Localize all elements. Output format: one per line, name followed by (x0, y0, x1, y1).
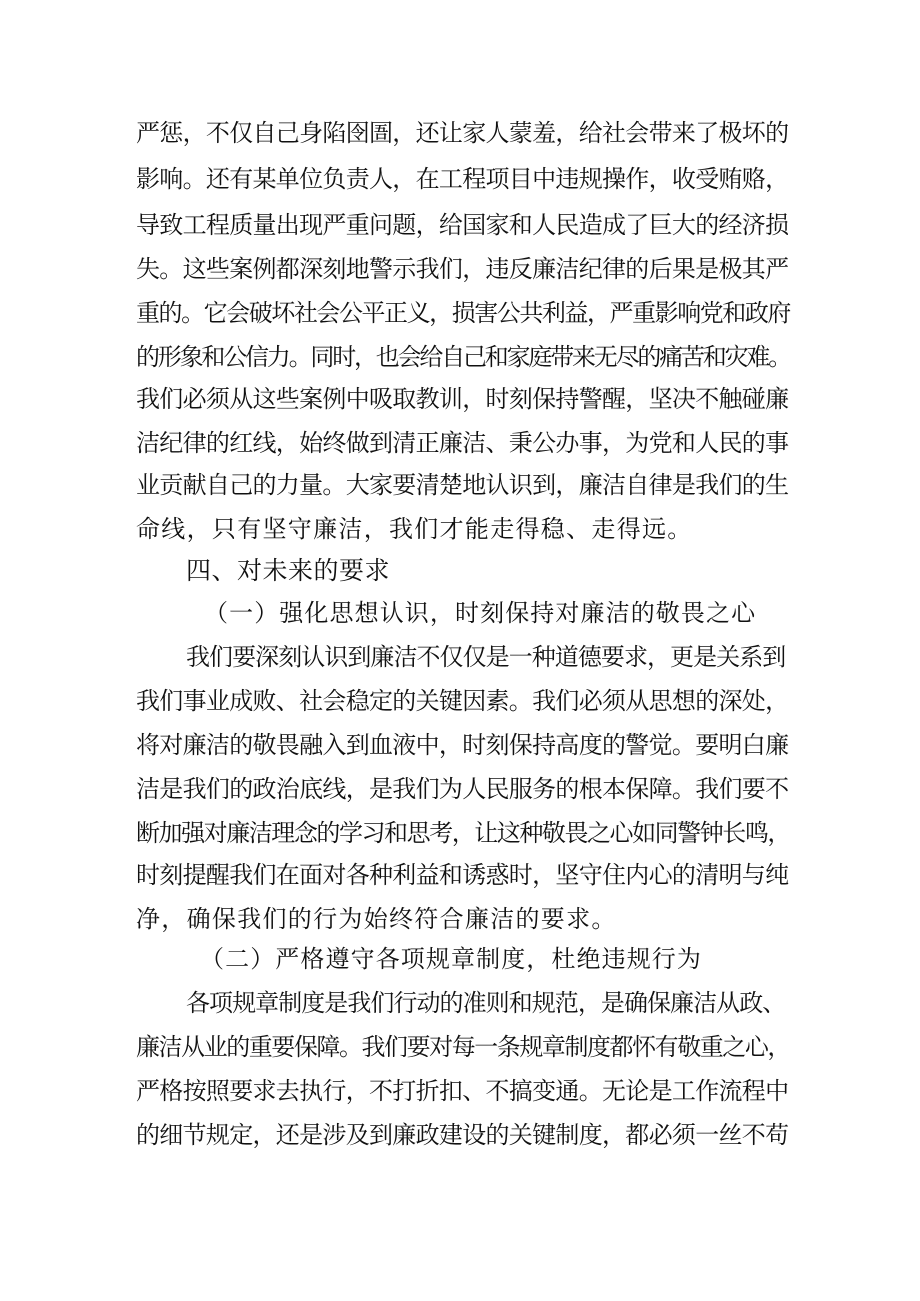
paragraph-line: 洁是我们的政治底线，是我们为人民服务的根本保障。我们要不 (136, 775, 789, 803)
paragraph-line: 的细节规定，还是涉及到廉政建设的关键制度，都必须一丝不苟 (136, 1121, 789, 1149)
paragraph-line: 失。这些案例都深刻地警示我们，违反廉洁纪律的后果是极其严 (136, 255, 789, 283)
paragraph-line: 的形象和公信力。同时，也会给自己和家庭带来无尽的痛苦和灾难。 (136, 343, 790, 371)
paragraph-line: 影响。还有某单位负责人，在工程项目中违规操作，收受贿赂， (136, 165, 789, 193)
paragraph-line: 将对廉洁的敬畏融入到血液中，时刻保持高度的警觉。要明白廉 (136, 731, 789, 759)
paragraph-line: 净，确保我们的行为始终符合廉洁的要求。 (136, 905, 617, 933)
paragraph-line: 我们事业成败、社会稳定的关键因素。我们必须从思想的深处， (136, 687, 789, 715)
paragraph-line: 严格按照要求去执行，不打折扣、不搞变通。无论是工作流程中 (136, 1077, 789, 1105)
paragraph-line: 廉洁从业的重要保障。我们要对每一条规章制度都怀有敬重之心， (136, 1033, 790, 1061)
paragraph-line: 各项规章制度是我们行动的准则和规范，是确保廉洁从政、 (186, 989, 786, 1017)
paragraph-line: 时刻提醒我们在面对各种利益和诱惑时，坚守住内心的清明与纯 (136, 861, 789, 889)
paragraph-line: 重的。它会破坏社会公平正义，损害公共利益，严重影响党和政府 (136, 299, 790, 327)
subsection-heading: （二）严格遵守各项规章制度，杜绝违规行为 (200, 945, 702, 973)
paragraph-line: 我们必须从这些案例中吸取教训，时刻保持警醒，坚决不触碰廉 (136, 385, 789, 413)
paragraph-line: 业贡献自己的力量。大家要清楚地认识到，廉洁自律是我们的生 (136, 471, 789, 499)
paragraph-line: 导致工程质量出现严重问题，给国家和人民造成了巨大的经济损 (136, 211, 789, 239)
paragraph-line: 我们要深刻认识到廉洁不仅仅是一种道德要求，更是关系到 (186, 643, 786, 671)
paragraph-line: 命线，只有坚守廉洁，我们才能走得稳、走得远。 (136, 515, 693, 543)
paragraph-line: 洁纪律的红线，始终做到清正廉洁、秉公办事，为党和人民的事 (136, 429, 789, 457)
section-heading: 四、对未来的要求 (186, 556, 391, 585)
paragraph-line: 严惩，不仅自己身陷囹圄，还让家人蒙羞，给社会带来了极坏的 (136, 119, 789, 147)
paragraph-line: 断加强对廉洁理念的学习和思考，让这种敬畏之心如同警钟长鸣， (136, 819, 790, 847)
subsection-heading: （一）强化思想认识，时刻保持对廉洁的敬畏之心 (204, 599, 757, 627)
